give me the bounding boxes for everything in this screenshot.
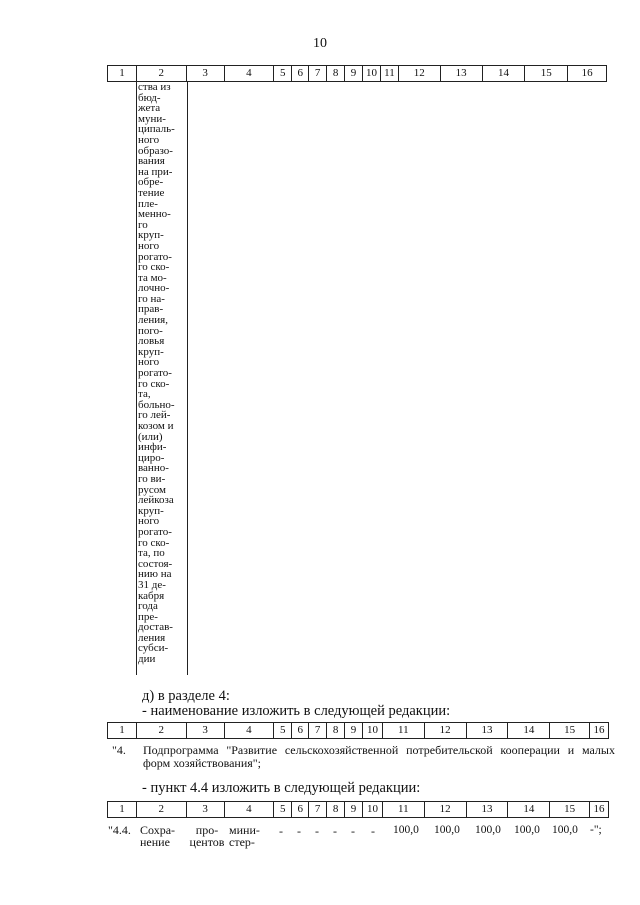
header-cell: 1 [108,66,137,81]
empty-cell-dash: - [279,824,283,838]
row-4-text: Подпрограмма "Развитие сельскохозяйственной потребительской кооперации и малых форм хозяйствования"; [143,743,615,770]
header-cell: 8 [327,802,345,817]
column-2-line: пле- [138,197,158,210]
header-cell: 4 [225,802,275,817]
header-cell: 4 [225,723,275,738]
empty-cell-dash: - [297,824,301,838]
header-cell: 13 [467,723,509,738]
row-4-number: "4. [112,743,126,757]
value-cell-last: -"; [590,824,602,836]
header-cell: 14 [483,66,526,81]
column-2-line: рогато- [138,250,172,263]
header-cell: 2 [137,802,187,817]
header-cell: 9 [345,66,363,81]
header-cell: 5 [274,723,292,738]
header-cell: 13 [467,802,509,817]
column-2-line: на при- [138,165,173,178]
value-cell: 100,0 [393,824,419,836]
paragraph-item-edit: - пункт 4.4 изложить в следующей редакции: [142,780,421,796]
header-cell: 7 [309,723,327,738]
column-2-line: ного [138,356,160,369]
column-2-line: го ско- [138,536,170,549]
empty-cell-dash: - [315,824,319,838]
header-cell: 11 [383,802,425,817]
column-2-line: лочно- [138,282,170,295]
header-cell: 10 [363,802,383,817]
header-cell: 16 [593,803,605,815]
row-4-4-col3-line: про- [195,823,219,837]
column-2-line: муни- [138,112,166,125]
column-2-line: менно- [138,208,171,221]
column-2-line: ципаль- [138,123,175,136]
column-2-line: (или) [138,430,163,443]
header-cell: 9 [345,802,363,817]
column-2-line: года [138,600,158,613]
column-2-line: прав- [138,303,164,316]
empty-cell-dash: - [371,824,375,838]
header-cell: 13 [441,66,483,81]
row-4-4-col4-line: стер- [229,835,255,849]
column-2-line: ления [138,631,166,644]
header-cell: 11 [381,66,399,81]
header-cell: 6 [292,723,309,738]
header-cell: 3 [187,66,225,81]
column-2-line: го лей- [138,409,171,422]
column-2-line: рогато- [138,525,172,538]
column-2-line: нию на [138,568,172,581]
column-2-line: инфи- [138,441,167,454]
header-cell: 8 [327,723,345,738]
header-cell: 10 [363,66,381,81]
row-4-4-col2-line: Сохра- [140,823,176,837]
header-cell: 11 [383,723,425,738]
header-cell: 12 [399,66,441,81]
header-cell: 14 [508,723,550,738]
column-2-line: ства из [138,81,171,93]
column-2-line: го [138,218,148,231]
row-4-4-col2 [140,824,175,848]
column-2-line: состоя- [138,557,173,570]
page-number: 10 [313,36,327,51]
column-2-line: та мо- [138,271,167,284]
value-cell: 100,0 [434,824,460,836]
column-2-line: ного [138,239,160,252]
empty-cell-dash: - [333,824,337,838]
column-2-line: круп- [138,504,164,517]
header-cell: 8 [327,66,345,81]
column-2-line: ванно- [138,462,169,475]
column-2-line: та, по [138,547,165,560]
header-cell: 12 [425,802,467,817]
header-cell: 7 [309,802,327,817]
table-header-top [107,65,607,82]
column-2-line: жета [138,102,161,115]
column-2-line: ловья [138,335,165,348]
column-2-line: го ско- [138,261,170,274]
table-header-bottom [107,801,609,818]
header-cell: 15 [550,802,590,817]
column-2-line: русом [138,483,166,496]
header-cell: 1 [108,802,137,817]
column-2-line: круп- [138,345,164,358]
column-2-line: го ско- [138,377,170,390]
column-2-line: больно- [138,398,175,411]
header-cell: 1 [108,723,137,738]
header-cell: 3 [187,802,225,817]
header-cell: 12 [425,723,467,738]
value-cell: 100,0 [514,824,540,836]
header-cell: 2 [137,723,187,738]
header-cell: 14 [508,802,550,817]
column-2-line: ного [138,133,160,146]
header-cell: 15 [525,66,568,81]
row-4-4-number: "4.4. [108,823,131,837]
column-2-line: го на- [138,292,165,305]
header-cell: 5 [274,802,292,817]
column-2-line: ного [138,515,160,528]
column-2-line: козом и [138,420,174,432]
column-2-line: субси- [138,642,169,655]
row-4-4-col3 [189,824,225,848]
column-2-line: рогато- [138,367,172,380]
column-2-line: лейкоза [138,494,174,507]
column-2-text [138,82,186,665]
column-2-line: ления, [138,314,168,327]
row-4-4-col3-line: центов [189,835,225,849]
column-2-line: го ви- [138,472,166,485]
column-2-line: дии [138,653,156,666]
column-2-line: кабря [138,589,165,602]
column-2-line: пого- [138,324,163,337]
paragraph-section-4: д) в разделе 4: [142,688,230,704]
column-2-line: обре- [138,176,164,189]
header-cell: 5 [274,66,292,81]
column-2-line: образо- [138,144,173,157]
value-cell: 100,0 [475,824,501,836]
header-cell: 6 [292,802,309,817]
column-2-line: та, [138,388,151,401]
header-cell: 16 [593,724,605,736]
header-cell: 6 [292,66,309,81]
header-cell: 16 [581,67,593,79]
column-2-line: бюд- [138,91,161,104]
header-cell: 7 [309,66,327,81]
column-2-line: достав- [138,621,173,634]
row-4-4-col4-line: мини- [229,823,260,837]
header-cell: 2 [137,66,187,81]
paragraph-name-edit: - наименование изложить в следующей редакции: [142,703,451,719]
header-cell: 4 [225,66,275,81]
column-2-line: тение [138,186,165,199]
header-cell: 3 [187,723,225,738]
column-2-line: пре- [138,610,158,623]
header-cell: 10 [363,723,383,738]
empty-cell-dash: - [351,824,355,838]
value-cell: 100,0 [552,824,578,836]
column-2-line: круп- [138,229,164,242]
column-2-line: 31 де- [138,578,166,591]
header-cell: 9 [345,723,363,738]
column-2-line: вания [138,155,165,168]
row-4-4-col4 [229,824,260,848]
column-2-line: циро- [138,451,165,464]
row-4-4-col2-line: нение [140,835,170,849]
header-cell: 15 [550,723,590,738]
table-header-middle [107,722,609,739]
